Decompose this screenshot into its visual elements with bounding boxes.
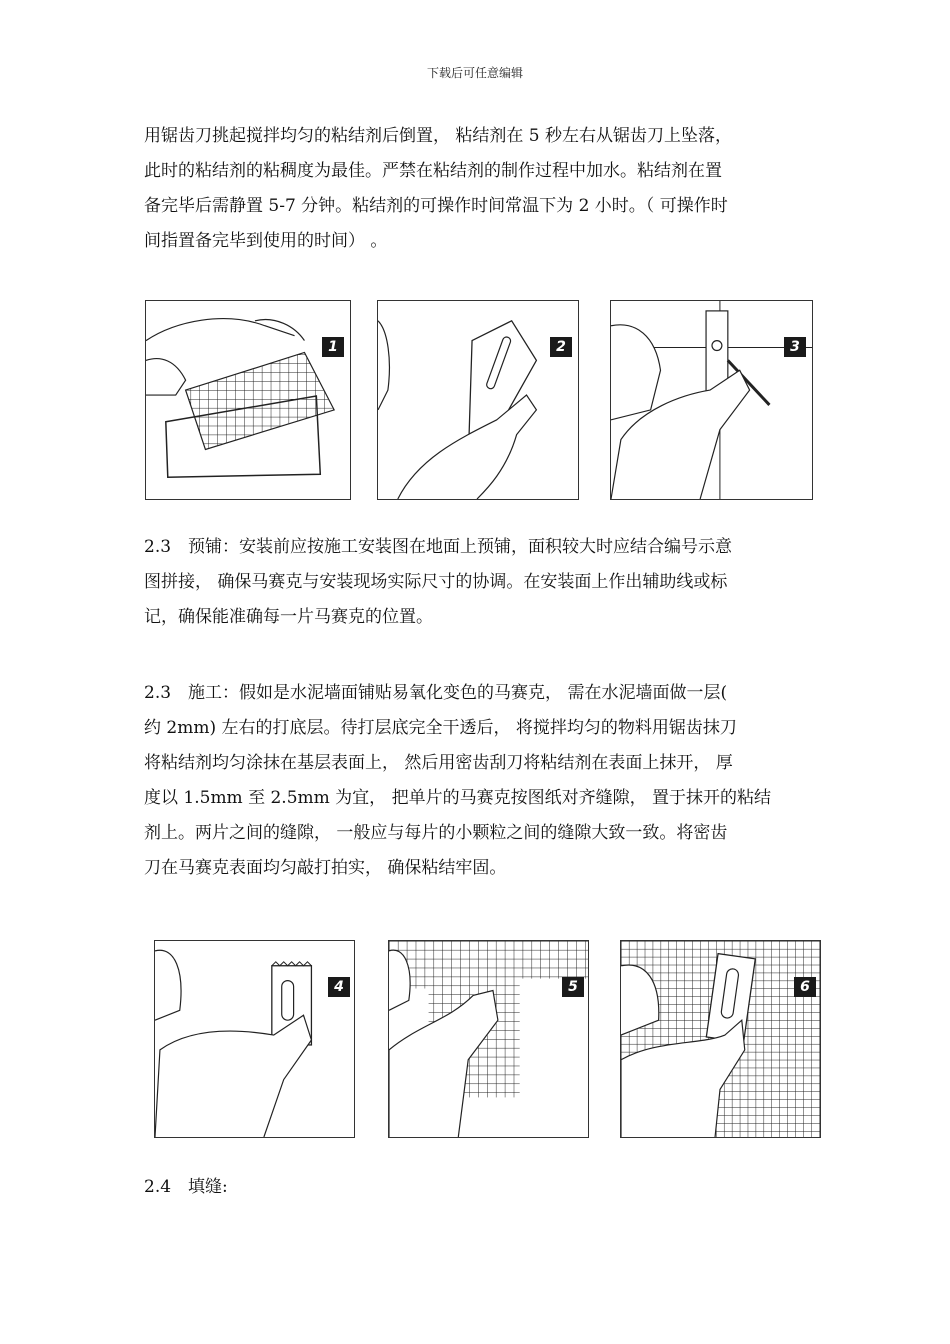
text-line: 将粘结剂均匀涂抹在基层表面上， 然后用密齿刮刀将粘结剂在表面上抹开， 厚 bbox=[144, 753, 733, 773]
figure-1 bbox=[145, 300, 351, 500]
page-header: 下载后可任意编辑 bbox=[426, 66, 523, 80]
mosaic-sheet-illustration bbox=[146, 301, 350, 499]
text-line: 间指置备完毕到使用的时间） 。 bbox=[144, 231, 388, 251]
section-heading-grouting: 2.4 填缝: bbox=[144, 1177, 228, 1197]
figure-number-badge: 3 bbox=[784, 337, 806, 357]
text-line: 备完毕后需静置 5-7 分钟。粘结剂的可操作时间常温下为 2 小时。（ 可操作时 bbox=[144, 196, 728, 216]
paragraph-construction bbox=[144, 676, 810, 886]
text-line: 2.3 施工：假如是水泥墙面铺贴易氧化变色的马赛克， 需在水泥墙面做一层( bbox=[144, 683, 728, 703]
figure-number-badge: 5 bbox=[562, 977, 584, 997]
trowel-illustration bbox=[378, 301, 578, 499]
text-line: 刀在马赛克表面均匀敲打拍实， 确保粘结牢固。 bbox=[144, 858, 507, 878]
figure-2 bbox=[377, 300, 579, 500]
mosaic-placement-illustration bbox=[389, 941, 588, 1137]
paragraph-prelay bbox=[144, 530, 810, 635]
notched-trowel-illustration bbox=[155, 941, 354, 1137]
figure-number-badge: 4 bbox=[328, 977, 350, 997]
figure-number-badge: 6 bbox=[794, 977, 816, 997]
figure-4 bbox=[154, 940, 355, 1138]
figure-number-badge: 1 bbox=[322, 337, 344, 357]
figure-5 bbox=[388, 940, 589, 1138]
text-line: 度以 1.5mm 至 2.5mm 为宜， 把单片的马赛克按图纸对齐缝隙， 置于抹开的粘结 bbox=[144, 788, 771, 808]
text-line: 用锯齿刀挑起搅拌均匀的粘结剂后倒置， 粘结剂在 5 秒左右从锯齿刀上坠落， bbox=[144, 126, 733, 146]
text-line: 图拼接， 确保马赛克与安装现场实际尺寸的协调。在安装面上作出辅助线或标 bbox=[144, 572, 728, 592]
tamping-illustration bbox=[621, 941, 820, 1137]
figure-3 bbox=[610, 300, 813, 500]
paragraph-adhesive bbox=[144, 119, 810, 259]
figure-number-badge: 2 bbox=[550, 337, 572, 357]
text-line: 此时的粘结剂的粘稠度为最佳。严禁在粘结剂的制作过程中加水。粘结剂在置 bbox=[144, 161, 722, 181]
text-line: 2.3 预铺：安装前应按施工安装图在地面上预铺，面积较大时应结合编号示意 bbox=[144, 537, 733, 557]
figure-6 bbox=[620, 940, 821, 1138]
level-tool-illustration bbox=[611, 301, 812, 499]
text-line: 记，确保能准确每一片马赛克的位置。 bbox=[144, 607, 433, 627]
text-line: 剂上。两片之间的缝隙， 一般应与每片的小颗粒之间的缝隙大致一致。将密齿 bbox=[144, 823, 728, 843]
text-line: 约 2mm) 左右的打底层。待打层底完全干透后， 将搅拌均匀的物料用锯齿抹刀 bbox=[144, 718, 737, 738]
